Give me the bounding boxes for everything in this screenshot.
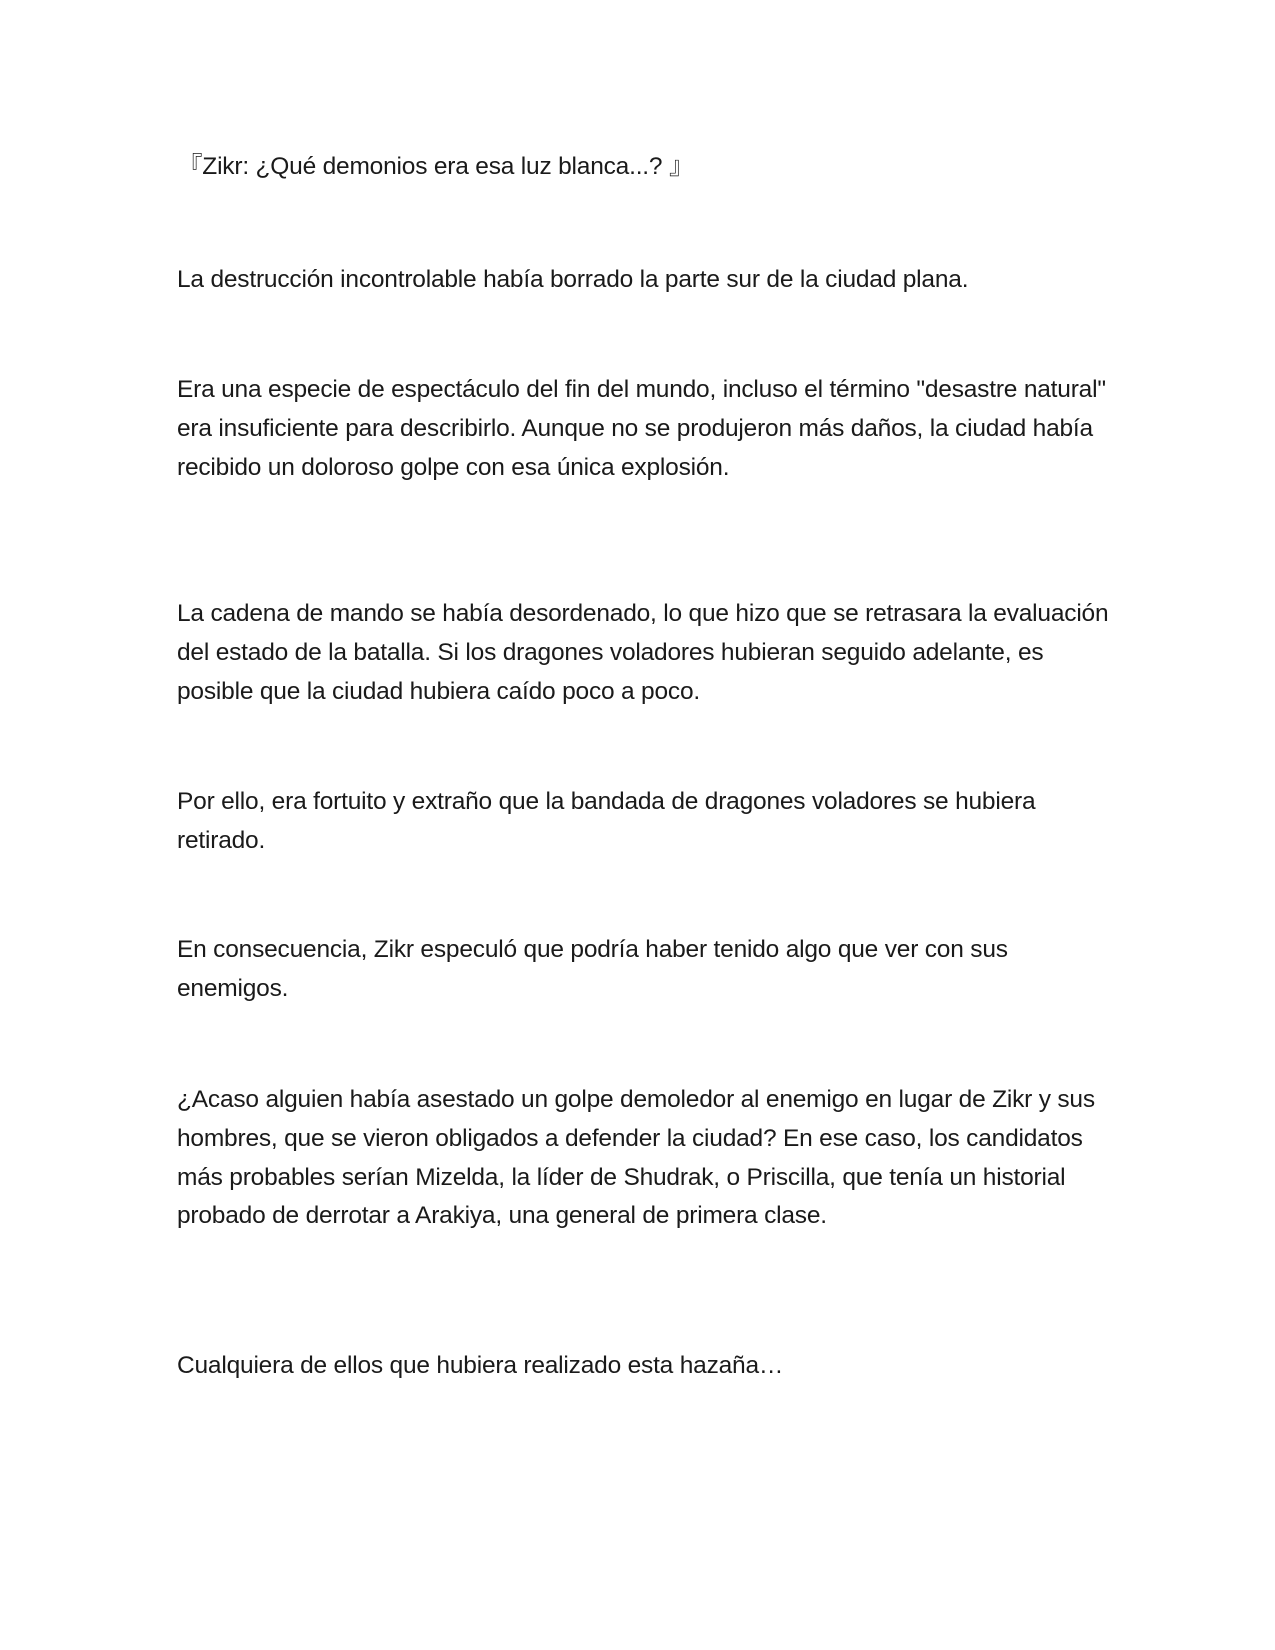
paragraph: Por ello, era fortuito y extraño que la bandada de dragones voladores se hubiera retirado. — [177, 788, 1036, 854]
paragraph: ¿Acaso alguien había asestado un golpe demoledor al enemigo en lugar de Zikr y sus hombres, que se vieron obligados a defender la ciudad? En ese caso, los candidatos más probables serían Mizelda, la líder de Shudrak, o Priscilla, que tenía un historial probado de derrotar a Arakiya, una general de primera clase. — [177, 1086, 1095, 1230]
paragraph: En consecuencia, Zikr especuló que podría haber tenido algo que ver con sus enemigos. — [177, 936, 1008, 1002]
paragraph: Cualquiera de ellos que hubiera realizado esta hazaña… — [177, 1352, 784, 1379]
paragraph: La destrucción incontrolable había borrado la parte sur de la ciudad plana. — [177, 266, 969, 293]
paragraph: La cadena de mando se había desordenado, lo que hizo que se retrasara la evaluación del estado de la batalla. Si los dragones voladores hubieran seguido adelante, es posible que la ciudad hubiera caído poco a poco. — [177, 600, 1109, 705]
paragraph: Era una especie de espectáculo del fin del mundo, incluso el término "desastre natural" era insuficiente para describirlo. Aunque no se produjeron más daños, la ciudad había recibido un doloroso golpe con esa única explosión. — [177, 376, 1106, 481]
dialogue-line: 『Zikr: ¿Qué demonios era esa luz blanca...? 』 — [178, 153, 694, 180]
